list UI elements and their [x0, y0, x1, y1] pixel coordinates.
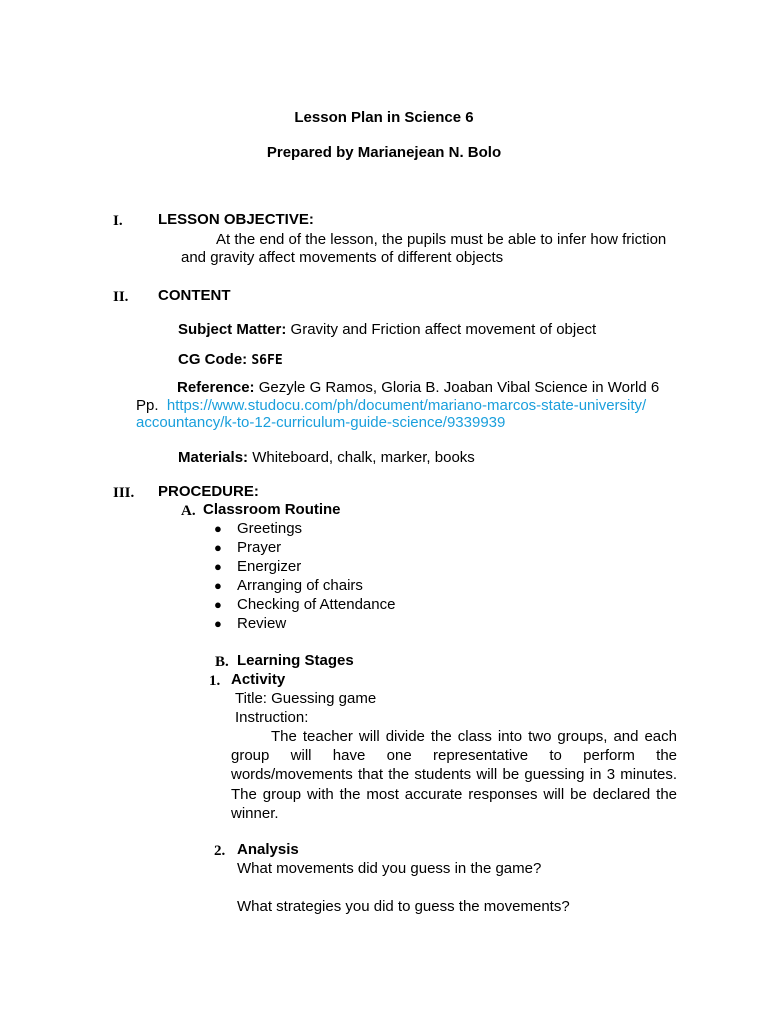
analysis-question-1: What movements did you guess in the game?	[237, 860, 542, 877]
bullet-icon: ●	[214, 597, 222, 612]
list-item: Checking of Attendance	[237, 596, 396, 613]
stages-letter: B.	[215, 654, 229, 670]
subject-matter	[178, 321, 596, 339]
stages-heading: Learning Stages	[237, 652, 354, 669]
reference-url-line-1	[136, 397, 646, 415]
analysis-number: 2.	[214, 843, 226, 859]
list-item: Energizer	[237, 558, 302, 575]
reference-value: Gezyle G Ramos, Gloria B. Joaban Vibal Science in World 6	[254, 379, 660, 396]
document-title: Lesson Plan in Science 6	[294, 109, 474, 126]
list-item: Prayer	[237, 539, 282, 556]
bullet-icon: ●	[214, 540, 222, 555]
objective-text-line-1: At the end of the lesson, the pupils must be able to infer how friction	[216, 231, 667, 248]
analysis-question-2: What strategies you did to guess the movements?	[237, 898, 570, 915]
analysis-heading: Analysis	[237, 841, 299, 858]
cg-code-value: S6FE	[251, 353, 283, 368]
materials-value: Whiteboard, chalk, marker, books	[248, 449, 475, 466]
section-numeral-1: I.	[113, 213, 123, 229]
section-heading-procedure: PROCEDURE:	[158, 483, 259, 500]
materials	[178, 449, 475, 467]
objective-text-line-2: and gravity affect movements of different objects	[181, 249, 504, 266]
activity-title: Title: Guessing game	[235, 690, 377, 707]
activity-heading: Activity	[231, 671, 286, 688]
materials-label: Materials:	[178, 449, 249, 466]
reference-link-part-2[interactable]: accountancy/k-to-12-curriculum-guide-science/9339939	[136, 414, 506, 431]
reference	[177, 379, 659, 397]
list-item: Arranging of chairs	[237, 577, 363, 594]
cg-code	[178, 351, 283, 370]
reference-label: Reference:	[177, 379, 255, 396]
list-item: Review	[237, 615, 287, 632]
cg-code-label: CG Code:	[178, 351, 248, 368]
section-numeral-2: II.	[113, 289, 129, 305]
section-heading-content: CONTENT	[158, 287, 231, 304]
section-heading-objective: LESSON OBJECTIVE:	[158, 211, 314, 228]
activity-number: 1.	[209, 673, 221, 689]
document-author: Prepared by Marianejean N. Bolo	[266, 144, 502, 161]
section-numeral-3: III.	[113, 485, 135, 501]
routine-letter: A.	[181, 503, 196, 519]
subject-matter-value: Gravity and Friction affect movement of object	[286, 321, 597, 338]
bullet-icon: ●	[214, 559, 222, 574]
activity-instruction-text: The teacher will divide the class into two groups, and each group will have one representative to perform the words/movements that the students will be guessing in 3 minutes. The group with the most accurate responses will be declared the winner.	[231, 728, 677, 822]
list-item: Greetings	[237, 520, 303, 537]
subject-matter-label: Subject Matter:	[178, 321, 287, 338]
bullet-icon: ●	[214, 578, 222, 593]
activity-instruction-label: Instruction:	[235, 709, 309, 726]
bullet-icon: ●	[214, 616, 222, 631]
reference-link-part-1[interactable]: https://www.studocu.com/ph/document/mariano-marcos-state-university/	[166, 397, 647, 414]
bullet-icon: ●	[214, 521, 222, 536]
reference-pp: Pp.	[136, 397, 159, 414]
routine-heading: Classroom Routine	[203, 501, 341, 518]
